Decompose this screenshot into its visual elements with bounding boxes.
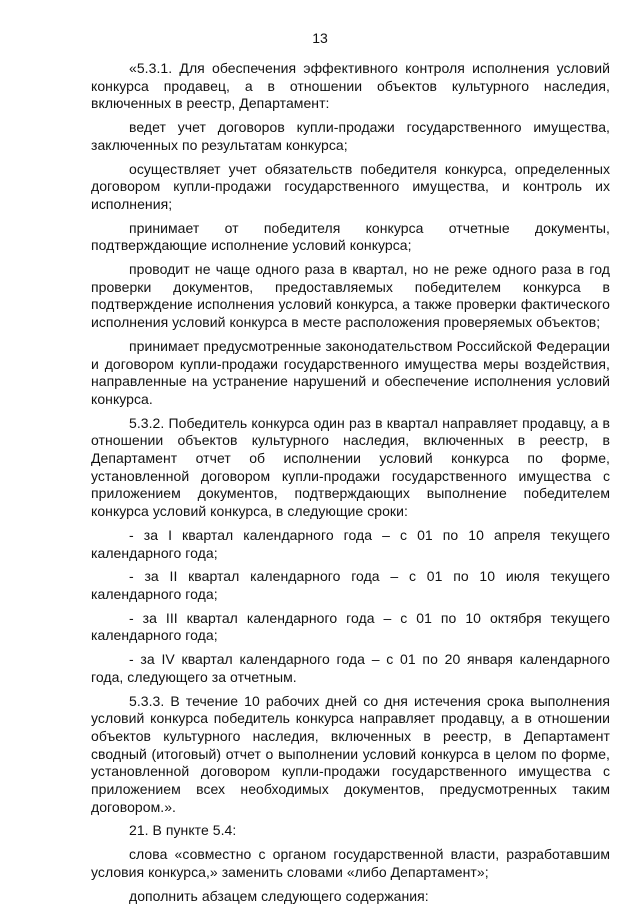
paragraph-inspections: проводит не чаще одного раза в квартал, но не реже одного раза в год проверки документов, предоставляемых победителем конкурса в подтверждение исполнения условий конкурса, а также проверки фактического исполнения условий конкурса в месте расположения проверяемых объектов; [91, 261, 610, 331]
page-number: 13 [312, 30, 328, 46]
document-body [91, 60, 610, 911]
paragraph-obligations-control: осуществляет учет обязательств победителя конкурса, определенных договором купли-продажи государственного имущества, и контроль их исполнения; [91, 160, 610, 212]
paragraph-item-21: 21. В пункте 5.4: [129, 822, 237, 839]
list-item-quarter-3: - за III квартал календарного года – с 01 по 10 октября текущего календарного года; [91, 609, 610, 644]
paragraph-add-paragraph: дополнить абзацем следующего содержания: [129, 887, 429, 904]
paragraph-replace-words: слова «совместно с органом государственной власти, разработавшим условия конкурса,» заменить словами «либо Департамент»; [91, 846, 610, 880]
paragraph-5-3-3: 5.3.3. В течение 10 рабочих дней со дня истечения срока выполнения условий конкурса победитель конкурса направляет продавцу, а в отношении объектов культурного наследия, включенных в реестр, в Департамент сводный (итоговый) отчет о выполнении условий конкурса в целом по форме, установленной договором купли-продажи государственного имущества с приложением всех необходимых документов, предусмотренных таким договором.». [91, 692, 610, 815]
paragraph-enforcement-measures: принимает предусмотренные законодательством Российской Федерации и договором купли-продажи государственного имущества меры воздействия, направленные на устранение нарушений и обеспечение исполнения условий конкурса. [91, 337, 610, 407]
list-item-quarter-1: - за I квартал календарного года – с 01 по 10 апреля текущего календарного года; [91, 526, 610, 561]
paragraph-contract-registry: ведет учет договоров купли-продажи государственного имущества, заключенных по результатам конкурса; [91, 119, 610, 153]
paragraph-5-3-1-intro: «5.3.1. Для обеспечения эффективного контроля исполнения условий конкурса продавец, а в отношении объектов культурного наследия, включенных в реестр, Департамент: [91, 60, 610, 112]
list-item-quarter-4: - за IV квартал календарного года – с 01 по 20 января календарного года, следующего за отчетным. [91, 651, 610, 685]
paragraph-reporting-documents: принимает от победителя конкурса отчетные документы, подтверждающие исполнение условий конкурса; [91, 219, 610, 254]
paragraph-5-3-2: 5.3.2. Победитель конкурса один раз в квартал направляет продавцу, а в отношении объектов культурного наследия, включенных в реестр, в Департамент отчет об исполнении условий конкурса по форме, установленной договором купли-продажи государственного имущества с приложением документов, подтверждающих выполнение победителем конкурса условий конкурса, в следующие сроки: [91, 414, 610, 520]
list-item-quarter-2: - за II квартал календарного года – с 01 по 10 июля текущего календарного года; [91, 568, 610, 602]
